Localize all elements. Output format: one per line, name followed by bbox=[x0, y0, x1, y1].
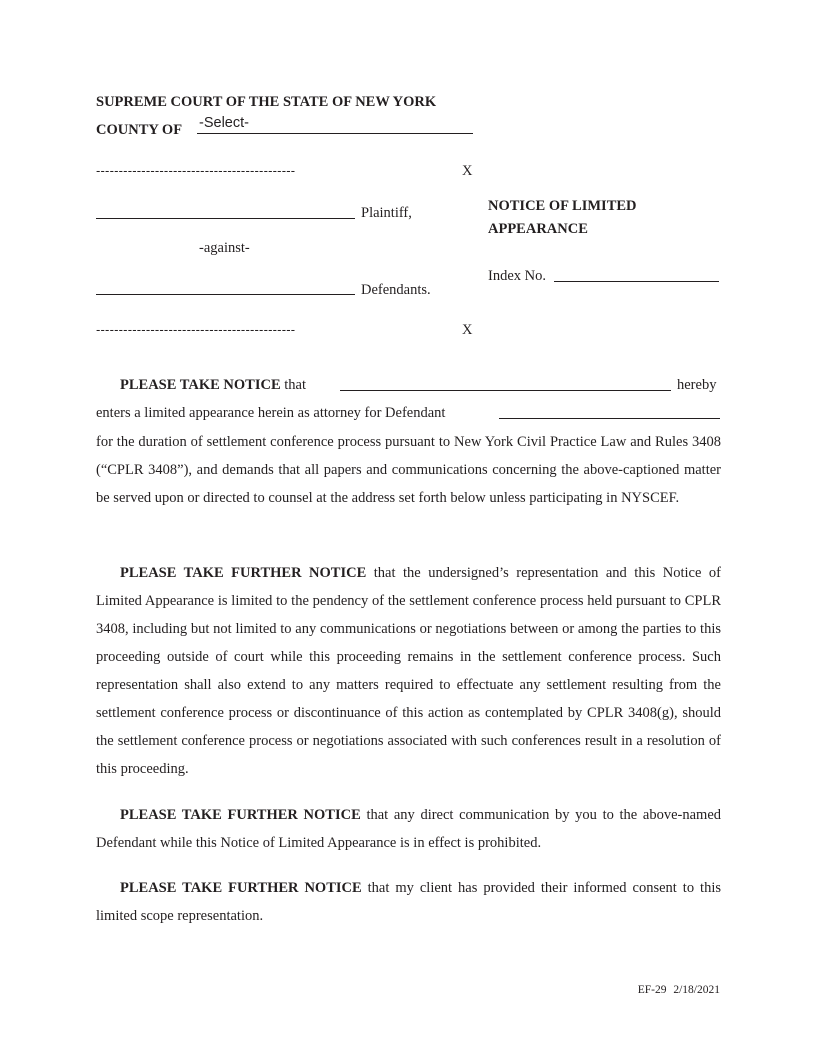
county-select-value: -Select- bbox=[199, 115, 249, 131]
p3-text: that any direct communication by you to the above-named Defendant while this Notice of Limited Appearance is in effect is prohibited. bbox=[96, 807, 722, 851]
index-label: Index No. bbox=[488, 268, 546, 284]
p1-hereby: hereby bbox=[677, 377, 717, 393]
p4-lead: PLEASE TAKE FURTHER NOTICE bbox=[120, 880, 362, 896]
paragraph-2 bbox=[96, 559, 721, 783]
notice-title-line1: NOTICE OF LIMITED bbox=[488, 198, 637, 214]
p1-that: that bbox=[284, 377, 306, 393]
paragraph-4 bbox=[96, 874, 721, 930]
p2-text: that the undersigned’s representation and this Notice of Limited Appearance is limited to the pendency of the settlement conference process held pursuant to CPLR 3408, including but not limited to any communications or negotiations between or among the parties to this proceeding outside of court while this proceeding remains in the settlement conference process. Such representation shall also extend to any matters required to effectuate any settlement resulting from the settlement conference process or discontinuance of this action as contemplated by CPLR 3408(g), should the settlement conference process or negotiations associated with such conferences result in a resolution of this proceeding. bbox=[96, 565, 721, 777]
index-number-field[interactable] bbox=[554, 280, 719, 282]
p1-body: for the duration of settlement conference process pursuant to New York Civil Practice Law and Rules 3408 (“CPLR 3408”), and demands that all papers and communications concerning the above-captioned matter be served upon or directed to counsel at the address set forth below unless participating in NYSCEF. bbox=[96, 434, 721, 506]
caption-x-top: X bbox=[462, 163, 473, 179]
p1-line1 bbox=[120, 377, 306, 394]
caption-x-bottom: X bbox=[462, 322, 473, 338]
notice-title-line2: APPEARANCE bbox=[488, 221, 588, 237]
p4-text: that my client has provided their informed consent to this limited scope representation. bbox=[96, 880, 722, 924]
defendant-name-field[interactable] bbox=[499, 417, 720, 419]
p2-lead: PLEASE TAKE FURTHER NOTICE bbox=[120, 565, 367, 581]
form-id: EF-29 bbox=[637, 984, 667, 996]
form-footer bbox=[638, 984, 720, 996]
caption-divider-bottom: -------------------------------------------- bbox=[96, 322, 296, 337]
p3-lead: PLEASE TAKE FURTHER NOTICE bbox=[120, 807, 361, 823]
plaintiff-label: Plaintiff, bbox=[361, 205, 412, 221]
county-label: COUNTY OF bbox=[96, 122, 183, 138]
form-date: 2/18/2021 bbox=[673, 984, 720, 996]
court-name: SUPREME COURT OF THE STATE OF NEW YORK bbox=[96, 94, 437, 110]
notice-title bbox=[488, 195, 637, 241]
caption-divider-top: -------------------------------------------- bbox=[96, 163, 296, 178]
against-label: -against- bbox=[199, 240, 250, 256]
plaintiff-field[interactable] bbox=[96, 217, 355, 219]
attorney-name-field[interactable] bbox=[340, 389, 671, 391]
paragraph-3 bbox=[96, 801, 721, 857]
defendants-field[interactable] bbox=[96, 293, 355, 295]
p1-line2: enters a limited appearance herein as attorney for Defendant bbox=[96, 405, 446, 421]
defendants-label: Defendants. bbox=[361, 282, 431, 298]
county-select[interactable] bbox=[197, 115, 473, 134]
p1-lead: PLEASE TAKE NOTICE bbox=[120, 377, 281, 393]
